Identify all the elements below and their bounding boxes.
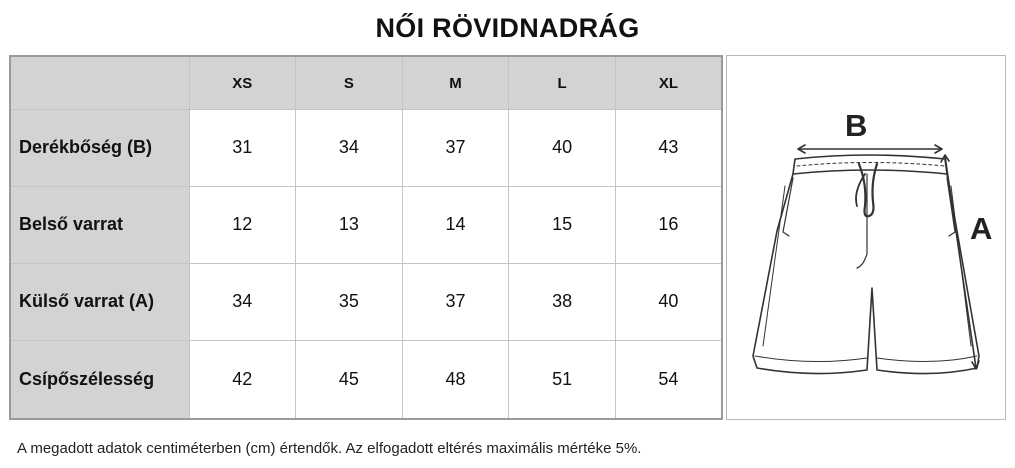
table-cell: 34 (296, 110, 403, 187)
table-cell: 51 (509, 340, 616, 419)
size-header-xs: XS (189, 56, 296, 110)
size-header-s: S (296, 56, 403, 110)
table-cell: 16 (615, 186, 722, 263)
table-cell: 37 (402, 110, 509, 187)
table-cell: 38 (509, 263, 616, 340)
table-cell: 42 (189, 340, 296, 419)
measure-label-b: B (845, 108, 868, 143)
table-row (10, 110, 722, 187)
table-cell: 45 (296, 340, 403, 419)
table-row (10, 186, 722, 263)
row-label: Külső varrat (A) (10, 263, 189, 340)
table-cell: 40 (615, 263, 722, 340)
row-label: Derékbőség (B) (10, 110, 189, 187)
table-cell: 48 (402, 340, 509, 419)
table-row (10, 340, 722, 419)
table-cell: 37 (402, 263, 509, 340)
row-label: Belső varrat (10, 186, 189, 263)
header-row (10, 56, 722, 110)
row-label: Csípőszélesség (10, 340, 189, 419)
size-chart-table (9, 55, 723, 420)
corner-cell (10, 56, 189, 110)
table-cell: 15 (509, 186, 616, 263)
shorts-diagram (726, 55, 1006, 420)
size-header-m: M (402, 56, 509, 110)
page-title: NŐI RÖVIDNADRÁG (375, 13, 640, 43)
table-cell: 43 (615, 110, 722, 187)
table-cell: 34 (189, 263, 296, 340)
table-cell: 12 (189, 186, 296, 263)
table-cell: 54 (615, 340, 722, 419)
table-row (10, 263, 722, 340)
size-header-l: L (509, 56, 616, 110)
table-cell: 13 (296, 186, 403, 263)
table-cell: 40 (509, 110, 616, 187)
measure-label-a: A (970, 211, 993, 246)
size-header-xl: XL (615, 56, 722, 110)
table-cell: 14 (402, 186, 509, 263)
table-cell: 35 (296, 263, 403, 340)
footnote: A megadott adatok centiméterben (cm) értendők. Az elfogadott eltérés maximális mértéke 5%. (17, 440, 642, 457)
table-cell: 31 (189, 110, 296, 187)
